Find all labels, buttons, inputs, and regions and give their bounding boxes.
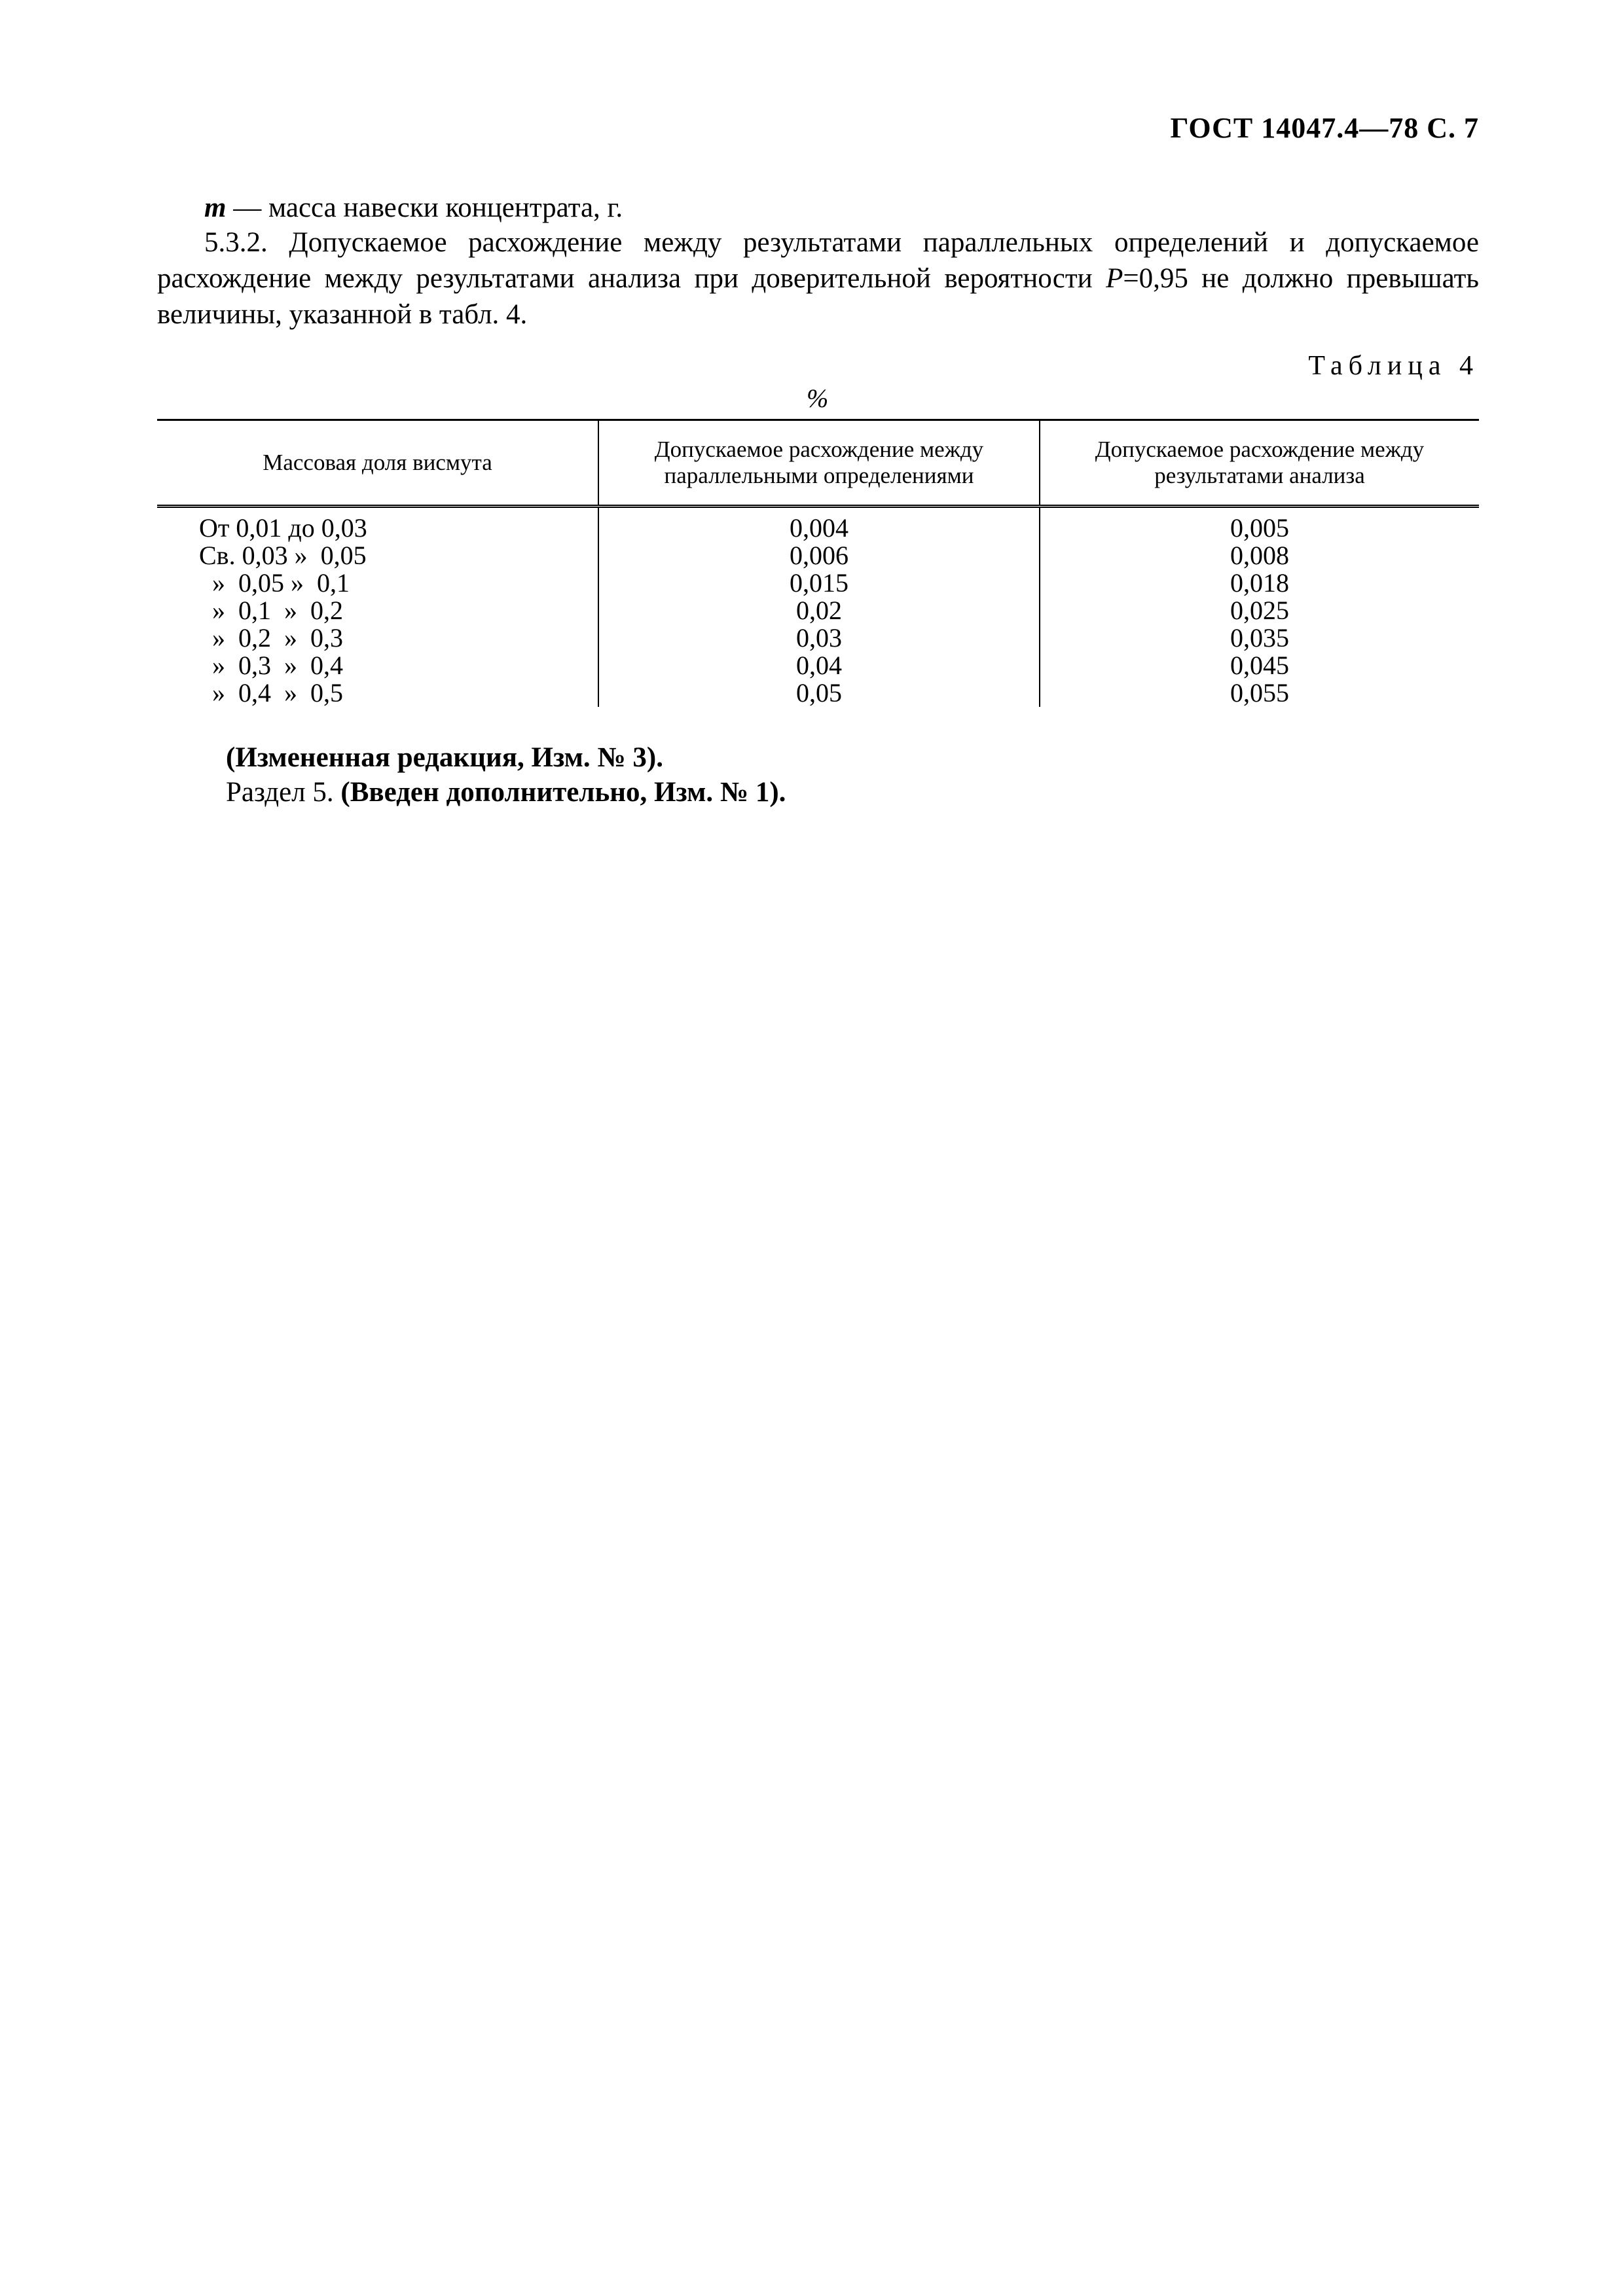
table-row — [157, 507, 1479, 543]
range-cell: » 0,05 » 0,1 — [199, 568, 350, 598]
analysis-value-cell: 0,025 — [1040, 597, 1479, 624]
probability-symbol: P — [1106, 263, 1123, 294]
range-cell: Св. 0,03 » 0,05 — [199, 541, 367, 570]
section-note-text: (Введен дополнительно, Изм. № 1). — [340, 777, 786, 808]
table-header-row — [157, 420, 1479, 507]
variable-definition-text: — масса навески концентрата, г. — [226, 192, 623, 223]
range-cell: » 0,2 » 0,3 — [199, 623, 343, 653]
analysis-value-cell: 0,045 — [1040, 652, 1479, 679]
range-cell: » 0,3 » 0,4 — [199, 651, 343, 680]
parallel-value-cell: 0,04 — [598, 652, 1040, 679]
variable-definition — [204, 190, 1526, 226]
range-cell: » 0,4 » 0,5 — [199, 678, 343, 708]
table-row — [157, 652, 1479, 679]
clause-5-3-2 — [157, 224, 1479, 332]
analysis-value-cell: 0,018 — [1040, 569, 1479, 597]
table-row — [157, 569, 1479, 597]
range-cell: » 0,1 » 0,2 — [199, 596, 343, 625]
amendment-note: (Измененная редакция, Изм. № 3). — [226, 742, 663, 773]
table-caption: Таблица 4 — [1308, 351, 1479, 381]
analysis-value-cell: 0,055 — [1040, 679, 1479, 707]
table-row — [157, 597, 1479, 624]
parallel-value-cell: 0,05 — [598, 679, 1040, 707]
page-header: ГОСТ 14047.4—78 С. 7 — [1170, 112, 1479, 144]
analysis-value-cell: 0,005 — [1040, 507, 1479, 543]
parallel-value-cell: 0,03 — [598, 624, 1040, 652]
section-note — [226, 774, 786, 810]
table-unit: % — [807, 384, 829, 413]
tolerance-table — [157, 419, 1479, 707]
parallel-value-cell: 0,015 — [598, 569, 1040, 597]
header-bismuth-fraction: Массовая доля висмута — [157, 420, 598, 507]
table-row — [157, 542, 1479, 569]
clause-text: Допускаемое расхождение между результатами параллельных определений и допускаемое расхождение между результатами анализа при доверительной вероятности — [157, 227, 1479, 294]
header-parallel-tolerance: Допускаемое расхождение между параллельными определениями — [598, 420, 1040, 507]
header-analysis-tolerance: Допускаемое расхождение между результатами анализа — [1040, 420, 1479, 507]
variable-symbol: m — [204, 192, 227, 223]
parallel-value-cell: 0,006 — [598, 542, 1040, 569]
analysis-value-cell: 0,035 — [1040, 624, 1479, 652]
section-label: Раздел 5. — [226, 777, 334, 808]
range-cell: От 0,01 до 0,03 — [199, 513, 367, 543]
table-row — [157, 679, 1479, 707]
analysis-value-cell: 0,008 — [1040, 542, 1479, 569]
clause-number: 5.3.2. — [204, 227, 268, 258]
parallel-value-cell: 0,02 — [598, 597, 1040, 624]
table-row — [157, 624, 1479, 652]
parallel-value-cell: 0,004 — [598, 507, 1040, 543]
clause-text-end: =0,95 не должно превышать величины, указанной в табл. 4. — [157, 263, 1479, 330]
